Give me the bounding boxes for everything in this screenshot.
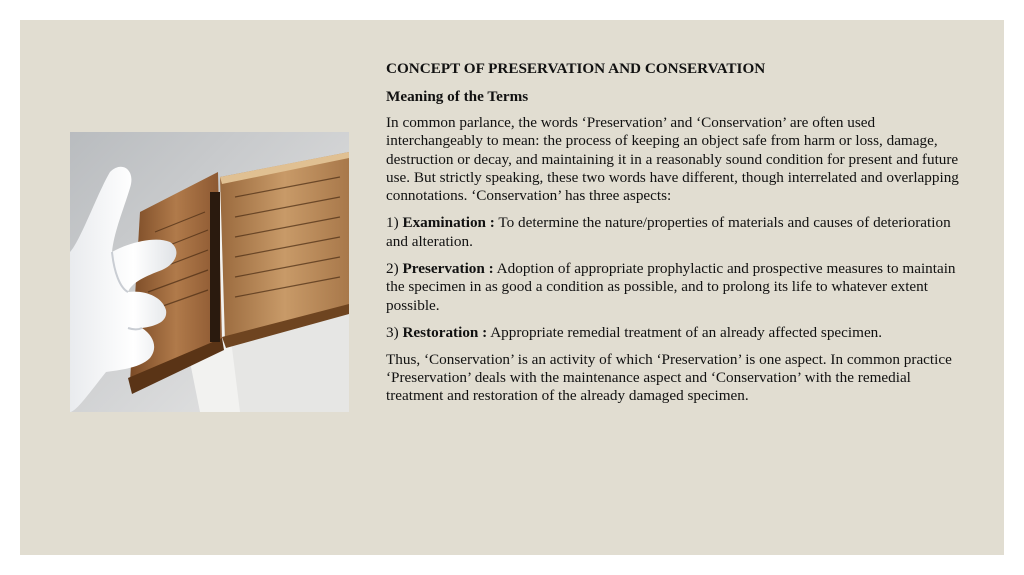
slide-text: [386, 60, 966, 414]
slide-title: CONCEPT OF PRESERVATION AND CONSERVATION: [386, 60, 766, 77]
conclusion-paragraph: Thus, ‘Conservation’ is an activity of which ‘Preservation’ is one aspect. In common practice ‘Preservation’ deals with the maintenance aspect and ‘Conservation’ with the remedial treatment and restoration of the already damaged specimen.: [386, 350, 952, 405]
slide: [20, 20, 1004, 555]
aspect-term: Examination :: [402, 214, 495, 232]
intro-paragraph: In common parlance, the words ‘Preservation’ and ‘Conservation’ are often used interchangeably to mean: the process of keeping an object safe from harm or loss, damage, destruction or decay, and maintaining it in a reasonably sound condition for present and future use. But strictly speaking, these two words have different, though interrelated and overlapping connotations. ‘Conservation’ has three aspects:: [386, 113, 959, 205]
aspect-number: 1): [386, 214, 399, 232]
gloved-hand-holding-palm-leaf-manuscript-icon: [70, 132, 349, 412]
aspect-term: Restoration :: [402, 323, 488, 341]
aspect-text: Adoption of appropriate prophylactic and prospective measures to maintain the specimen in as good a condition as possible, and to prolong its life to whatever extent possible.: [386, 259, 956, 314]
aspect-text: Appropriate remedial treatment of an already affected specimen.: [490, 323, 883, 341]
aspect-examination: [386, 214, 966, 251]
aspect-term: Preservation :: [402, 259, 494, 277]
manuscript-photo: [70, 132, 349, 412]
aspect-restoration: [386, 324, 966, 342]
slide-subtitle: Meaning of the Terms: [386, 87, 529, 105]
aspect-preservation: [386, 260, 966, 315]
aspect-text: To determine the nature/properties of materials and causes of deterioration and alteration.: [386, 214, 951, 250]
aspect-number: 2): [386, 259, 399, 277]
aspect-number: 3): [386, 323, 399, 341]
